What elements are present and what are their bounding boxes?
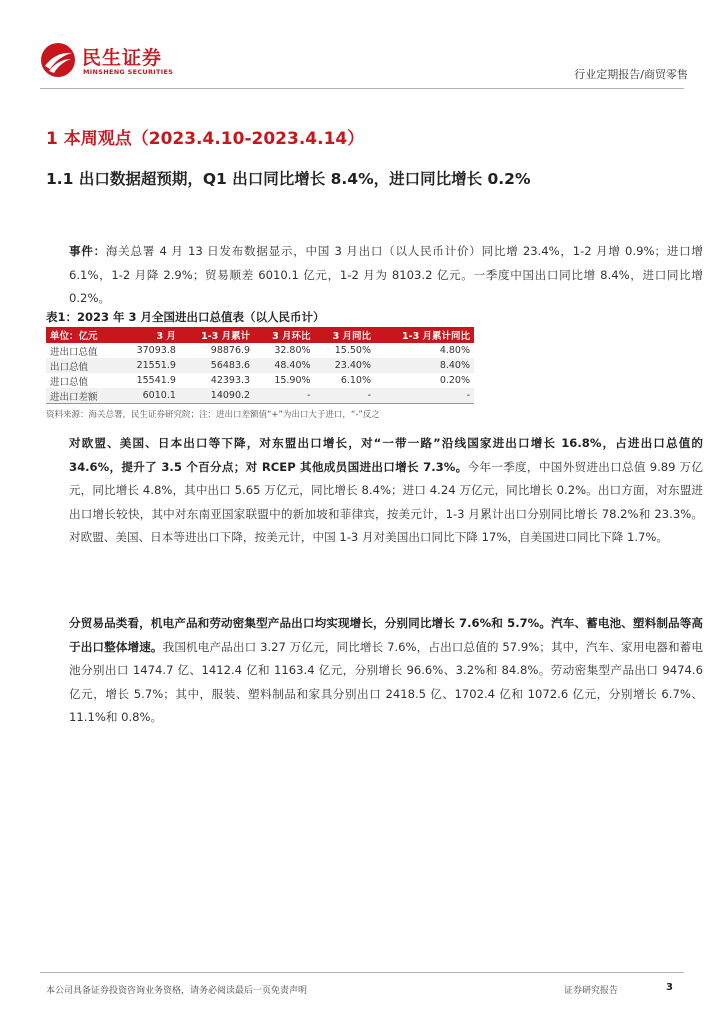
paragraph-text: 我国机电产品出口 3.27 万亿元，同比增长 7.6%，占出口总值的 57.9%；其中，汽车、家用电器和蓄电池分别出口 1474.7 亿、1412.4 亿和 1163.4 亿元，分别增长 96.6%、3.2%和 84.8%。劳动密集型产品出口 9474.6 亿元，增长 5.7%；其中，服装、塑料制品和家具分别出口 2418.5 亿、1702.4 亿和 1072.6 亿元，分别增长 6.7%、11.1%和 0.8%。 bbox=[69, 639, 703, 724]
page-number: 3 bbox=[666, 982, 673, 993]
table-cell: 出口总值 bbox=[46, 358, 118, 373]
paragraph-lead: 事件： bbox=[69, 244, 106, 258]
table-row bbox=[46, 388, 474, 404]
table-cell: 23.40% bbox=[315, 358, 375, 373]
table-source-note: 资料来源：海关总署，民生证券研究院；注：进出口差额值“+”为出口大于进口，“-”反之 bbox=[46, 410, 380, 420]
footer-doc-type: 证券研究报告 bbox=[564, 986, 619, 996]
report-category: 行业定期报告/商贸零售 bbox=[574, 68, 688, 81]
table-cell: 32.80% bbox=[274, 345, 311, 356]
table-cell: 15.90% bbox=[274, 375, 311, 386]
table-cell: 8.40% bbox=[375, 358, 474, 373]
paragraph-regions bbox=[46, 432, 703, 550]
table-cell: 6.10% bbox=[340, 375, 371, 386]
paragraph-text: 海关总署 4 月 13 日发布数据显示，中国 3 月出口（以人民币计价）同比增 23.4%，1-2 月增 0.9%；进口增 6.1%，1-2 月降 2.9%；贸易顺差 6010.1 亿元，1-2 月为 8103.2 亿元。一季度中国出口同比增 8.4%，进口同比增 0.2%。 bbox=[69, 244, 703, 305]
table-cell: 56483.6 bbox=[180, 358, 254, 373]
table-cell: - bbox=[254, 388, 314, 404]
table-cell: 进出口差额 bbox=[46, 388, 118, 404]
table-header-cell: 1-3 月累计同比 bbox=[375, 327, 474, 343]
table-cell: 15541.9 bbox=[136, 375, 176, 386]
table-cell: 21551.9 bbox=[118, 358, 180, 373]
table-header-row bbox=[46, 327, 474, 343]
table-cell: 48.40% bbox=[254, 358, 314, 373]
table-header-cell: 3 月环比 bbox=[254, 327, 314, 343]
footer-disclaimer: 本公司具备证券投资咨询业务资格，请务必阅读最后一页免责声明 bbox=[46, 986, 308, 996]
table-header-cell: 单位：亿元 bbox=[46, 327, 118, 343]
page-header bbox=[40, 38, 688, 88]
trade-table bbox=[46, 327, 474, 404]
table-cell: 15.50% bbox=[334, 345, 371, 356]
paragraph-text: 今年一季度，中国外贸进出口总值 9.89 万亿元，同比增长 4.8%，其中出口 5.65 万亿元，同比增长 8.4%；进口 4.24 万亿元，同比增长 0.2%。出口方面，对东盟进出口增长较快，其中对东南亚国家联盟中的新加坡和菲律宾，按美元计，1-3 月累计出口分别同比增长 78.2%和 23.3%。对欧盟、美国、日本等进出口下降，按美元计，中国 1-3 月对美国出口同比下降 17%，自美国进口同比下降 1.7%。 bbox=[69, 459, 703, 544]
logo-chinese-name: 民生证券 bbox=[82, 47, 163, 69]
table-title: 表1：2023 年 3 月全国进出口总值表（以人民币计） bbox=[46, 310, 325, 324]
paragraph-bold: 对欧盟、美国、日本出口等下降，对东盟出口增长，对“一带一路”沿线国家进出口增长 16.8%，占进出口总值的 34.6%，提升了 3.5 个百分点；对 RCEP 其他成员国进出口增长 7.3%。 bbox=[69, 436, 703, 474]
paragraph-bold: 分贸易品类看，机电产品和劳动密集型产品出口均实现增长，分别同比增长 7.6%和 5.7%。汽车、蓄电池、塑料制品等高于出口整体增速。 bbox=[69, 616, 703, 654]
company-logo bbox=[40, 42, 190, 82]
logo-english-name: MINSHENG SECURITIES bbox=[83, 68, 174, 76]
table-header-cell: 3 月同比 bbox=[315, 327, 375, 343]
table-cell: 4.80% bbox=[439, 345, 470, 356]
table-row bbox=[46, 358, 474, 373]
table-header-cell: 3 月 bbox=[118, 327, 180, 343]
table-header-cell: 1-3 月累计 bbox=[180, 327, 254, 343]
paragraph-event bbox=[46, 240, 703, 311]
table-row bbox=[46, 343, 474, 358]
footer-divider bbox=[40, 972, 684, 973]
table-cell: 进出口总值 bbox=[50, 346, 98, 358]
table-cell: 98876.9 bbox=[210, 345, 251, 356]
table-cell: 0.20% bbox=[439, 375, 470, 386]
table-cell: 6010.1 bbox=[118, 388, 180, 404]
header-divider bbox=[40, 88, 684, 89]
table-cell: - bbox=[375, 388, 474, 404]
table-row bbox=[46, 373, 474, 388]
table-cell: 进口总值 bbox=[50, 376, 89, 388]
paragraph-categories bbox=[46, 612, 703, 730]
section-heading: 1 本周观点（2023.4.10-2023.4.14） bbox=[46, 129, 365, 149]
table-cell: 14090.2 bbox=[180, 388, 254, 404]
table-cell: 37093.8 bbox=[136, 345, 176, 356]
subsection-heading: 1.1 出口数据超预期，Q1 出口同比增长 8.4%，进口同比增长 0.2% bbox=[46, 170, 531, 188]
table-cell: - bbox=[315, 388, 375, 404]
table-cell: 42393.3 bbox=[210, 375, 251, 386]
minsheng-logo-icon bbox=[40, 42, 76, 78]
